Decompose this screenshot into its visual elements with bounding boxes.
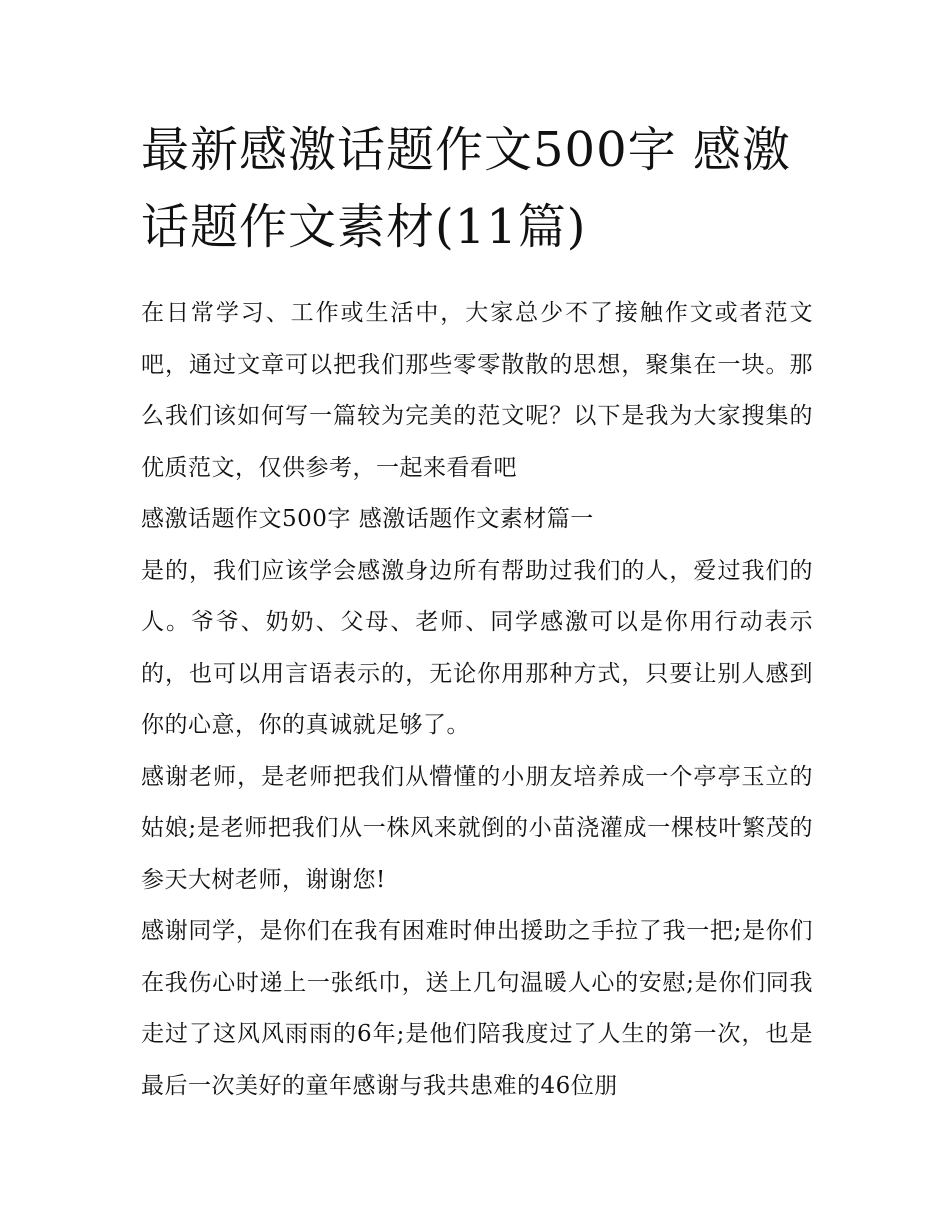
body-paragraph: 感谢同学，是你们在我有困难时伸出援助之手拉了我一把;是你们在我伤心时递上一张纸巾，送上几句温暖人心的安慰;是你们同我走过了这风风雨雨的6年;是他们陪我度过了人生的第一次，也是最后一次美好的童年感谢与我共患难的46位朋 <box>141 918 813 1099</box>
document-title: 最新感激话题作文500字 感激话题作文素材(11篇) <box>141 122 791 255</box>
document-content <box>141 112 813 1112</box>
section-heading: 感激话题作文500字 感激话题作文素材篇一 <box>141 506 594 532</box>
body-paragraph: 感谢老师，是老师把我们从懵懂的小朋友培养成一个亭亭玉立的姑娘;是老师把我们从一株风来就倒的小苗浇灌成一棵枝叶繁茂的参天大树老师，谢谢您! <box>141 763 813 893</box>
intro-paragraph: 在日常学习、工作或生活中，大家总少不了接触作文或者范文吧，通过文章可以把我们那些零零散散的思想，聚集在一块。那么我们该如何写一篇较为完美的范文呢？以下是我为大家搜集的优质范文，仅供参考，一起来看看吧 <box>141 300 813 481</box>
document-body <box>141 288 813 1112</box>
body-paragraph: 是的，我们应该学会感激身边所有帮助过我们的人，爱过我们的人。爷爷、奶奶、父母、老师、同学感激可以是你用行动表示的，也可以用言语表示的，无论你用那种方式，只要让别人感到你的心意，你的真诚就足够了。 <box>141 557 813 738</box>
